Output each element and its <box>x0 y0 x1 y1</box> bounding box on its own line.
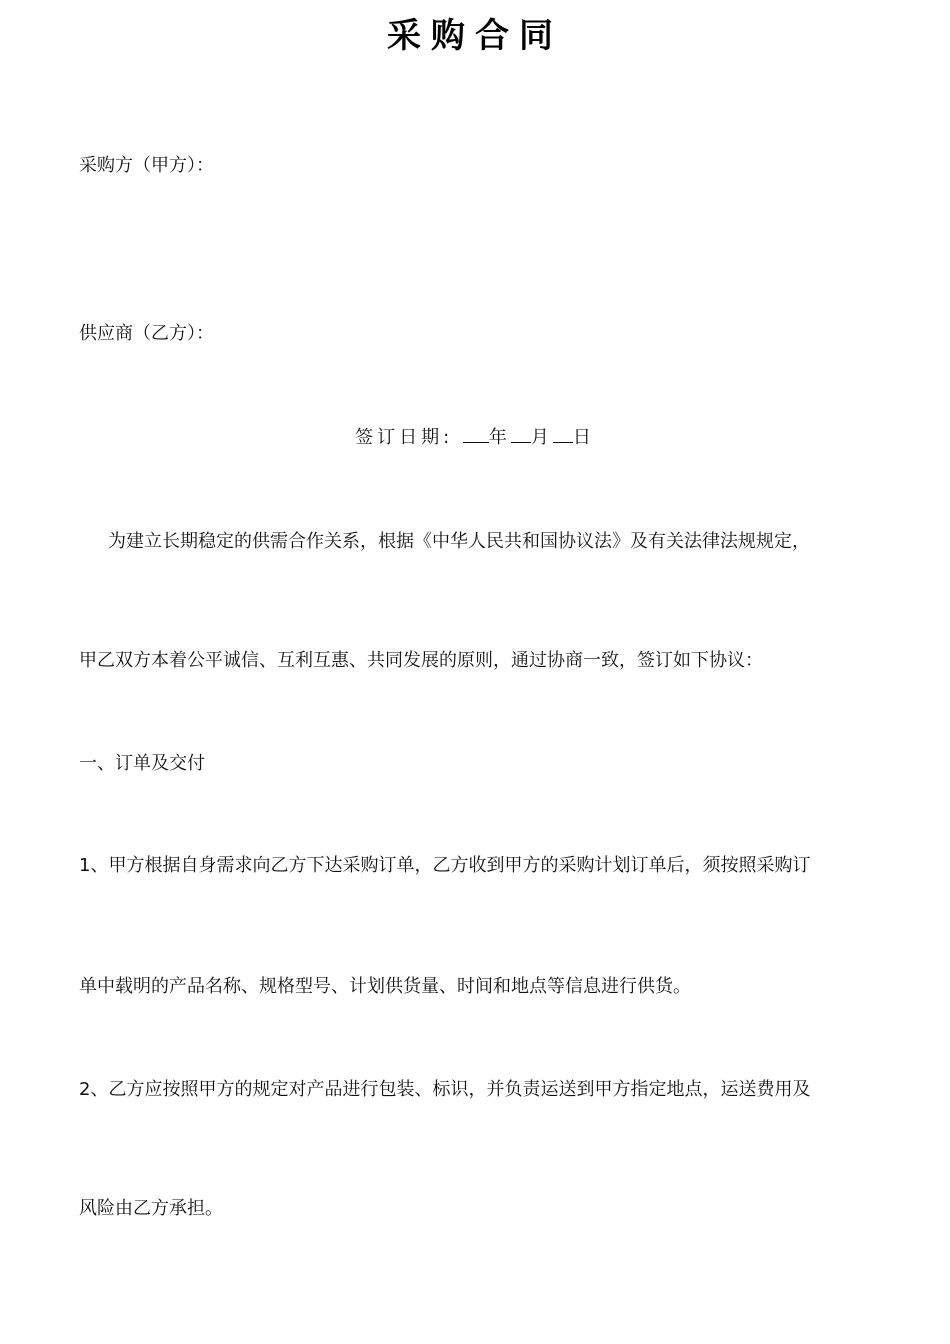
clause-1-line-2: 单中载明的产品名称、规格型号、计划供货量、时间和地点等信息进行供货。 <box>79 976 691 997</box>
buyer-label: 采购方（甲方）： <box>79 155 214 176</box>
sign-date-label: 签订日期: <box>355 427 454 448</box>
section-1-heading: 一、订单及交付 <box>79 753 205 774</box>
month-suffix: 月 <box>530 427 553 448</box>
clause-1-line-1: 1、甲方根据自身需求向乙方下达采购订单，乙方收到甲方的采购计划订单后，须按照采购订 <box>79 855 811 876</box>
intro-paragraph-line-2: 甲乙双方本着公平诚信、互利互惠、共同发展的原则，通过协商一致，签订如下协议： <box>79 650 763 671</box>
month-blank <box>511 424 531 443</box>
page-title: 采购合同 <box>387 16 563 56</box>
year-suffix: 年 <box>488 427 511 448</box>
intro-paragraph-line-1: 为建立长期稳定的供需合作关系，根据《中华人民共和国协议法》及有关法律法规规定， <box>108 531 810 552</box>
supplier-label: 供应商（乙方）： <box>79 323 214 344</box>
clause-2-line-2: 风险由乙方承担。 <box>79 1198 223 1219</box>
day-suffix: 日 <box>572 427 595 448</box>
clause-2-line-1: 2、乙方应按照甲方的规定对产品进行包装、标识，并负责运送到甲方指定地点，运送费用及 <box>79 1079 811 1100</box>
day-blank <box>553 424 573 443</box>
year-blank <box>463 424 489 443</box>
sign-date-line <box>0 424 950 451</box>
